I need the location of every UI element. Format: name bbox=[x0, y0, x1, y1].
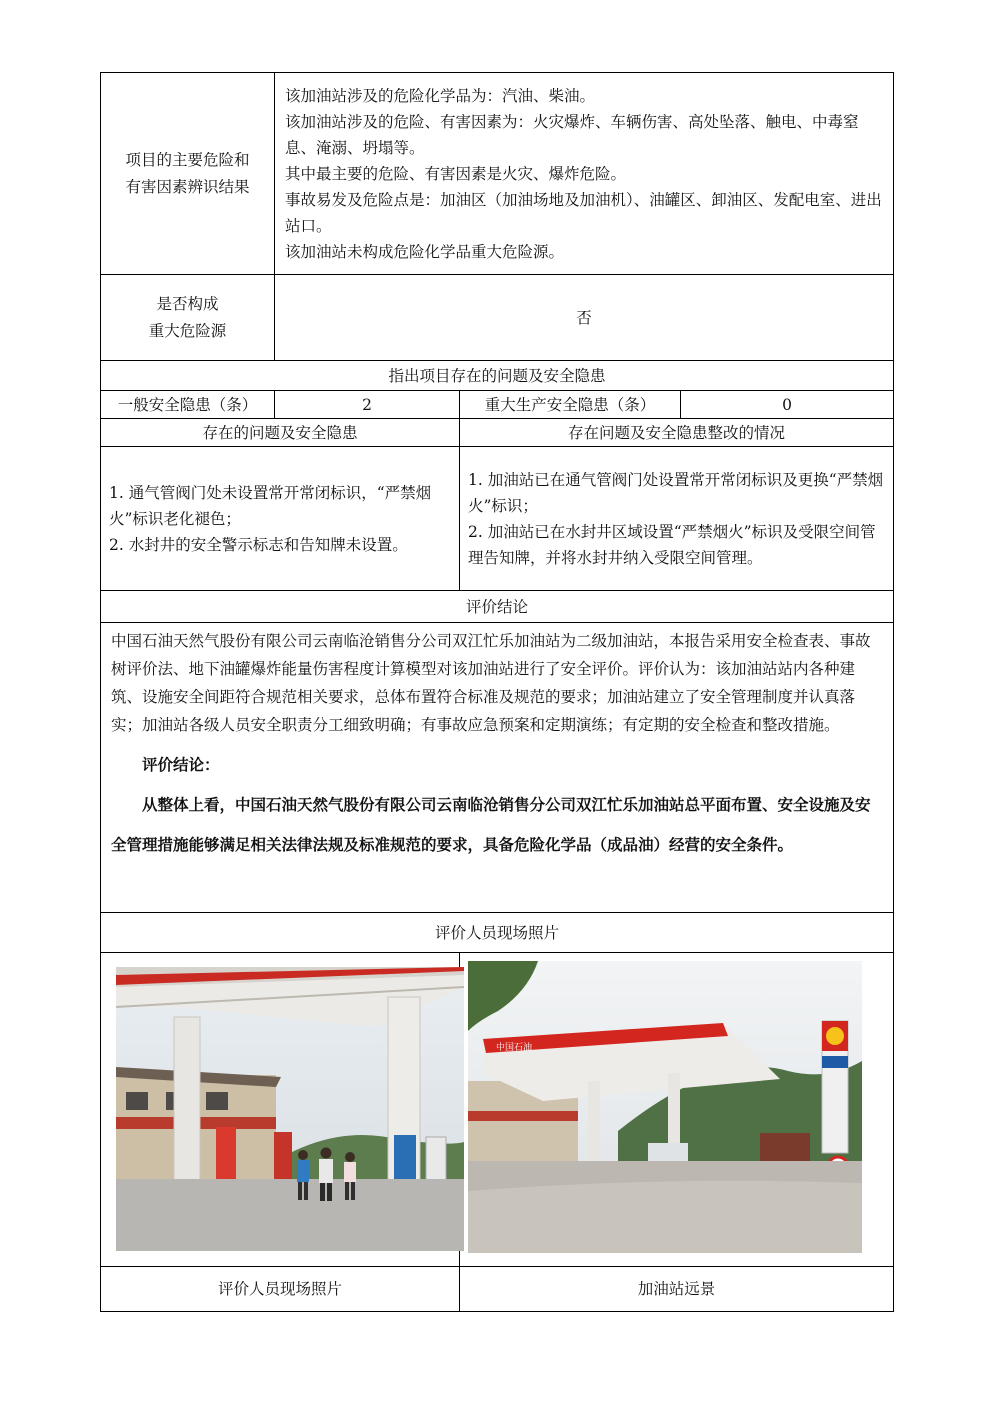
hazard-line: 该加油站涉及的危险化学品为：汽油、柴油。 bbox=[285, 86, 596, 105]
rectification-column-header: 存在问题及安全隐患整改的情况 bbox=[460, 419, 894, 447]
issue-item: 2. 水封井的安全警示标志和告知牌未设置。 bbox=[109, 535, 408, 554]
photo-cell-right bbox=[460, 953, 894, 1267]
station-distant-photo bbox=[468, 961, 862, 1253]
major-hazard-label-line1: 是否构成 bbox=[156, 294, 219, 313]
issue-item: 1. 通气管阀门处未设置常开常闭标识，“严禁烟火”标识老化褪色； bbox=[109, 483, 432, 528]
issues-title: 指出项目存在的问题及安全隐患 bbox=[101, 361, 894, 391]
hazard-content-cell bbox=[275, 73, 894, 275]
hazard-label-cell bbox=[101, 73, 275, 275]
photo-caption-left: 评价人员现场照片 bbox=[101, 1267, 460, 1312]
issues-column-header: 存在的问题及安全隐患 bbox=[101, 419, 460, 447]
conclusion-text: 从整体上看，中国石油天然气股份有限公司云南临沧销售分公司双江忙乐加油站总平面布置、安全设施及安全管理措施能够满足相关法律法规及标准规范的要求，具备危险化学品（成品油）经营的安全条件。 bbox=[111, 795, 871, 854]
document-page bbox=[100, 72, 893, 1312]
issues-list-cell bbox=[101, 447, 460, 591]
safety-evaluation-table bbox=[100, 72, 894, 1312]
major-hazard-label-line2: 重大危险源 bbox=[148, 321, 227, 340]
rectification-list-cell bbox=[460, 447, 894, 591]
major-hazard-count: 0 bbox=[681, 391, 894, 419]
hazard-label-line2: 有害因素辨识结果 bbox=[125, 177, 250, 196]
canopy-brand-text: 中国石油 bbox=[496, 1043, 533, 1053]
rectification-item: 1. 加油站已在通气管阀门处设置常开常闭标识及更换“严禁烟火”标识； bbox=[468, 470, 884, 515]
rectification-item: 2. 加油站已在水封井区域设置“严禁烟火”标识及受限空间管理告知牌，并将水封井纳入受限空间管理。 bbox=[468, 522, 876, 567]
hazard-line: 该加油站未构成危险化学品重大危险源。 bbox=[285, 242, 565, 261]
conclusion-label: 评价结论： bbox=[142, 755, 220, 774]
general-hazard-label: 一般安全隐患（条） bbox=[101, 391, 275, 419]
major-hazard-label-cell bbox=[101, 275, 275, 361]
photo-cell-left bbox=[101, 953, 460, 1267]
hazard-line: 事故易发及危险点是：加油区（加油场地及加油机）、油罐区、卸油区、发配电室、进出站口。 bbox=[285, 190, 882, 235]
hazard-label-line1: 项目的主要危险和 bbox=[125, 150, 250, 169]
evaluation-title: 评价结论 bbox=[101, 591, 894, 623]
photos-title: 评价人员现场照片 bbox=[101, 913, 894, 953]
evaluation-paragraph: 中国石油天然气股份有限公司云南临沧销售分公司双江忙乐加油站为二级加油站，本报告采用安全检查表、事故树评价法、地下油罐爆炸能量伤害程度计算模型对该加油站进行了安全评价。评价认为：该加油站站内各种建筑、设施安全间距符合规范相关要求，总体布置符合标准及规范的要求；加油站建立了安全管理制度并认真落实；加油站各级人员安全职责分工细致明确；有事故应急预案和定期演练；有定期的安全检查和整改措施。 bbox=[111, 632, 871, 734]
evaluation-content-cell bbox=[101, 623, 894, 913]
photo-caption-right: 加油站远景 bbox=[460, 1267, 894, 1312]
general-hazard-count: 2 bbox=[275, 391, 460, 419]
major-hazard-value: 否 bbox=[275, 275, 894, 361]
hazard-line: 其中最主要的危险、有害因素是火灾、爆炸危险。 bbox=[285, 164, 627, 183]
hazard-line: 该加油站涉及的危险、有害因素为：火灾爆炸、车辆伤害、高处坠落、触电、中毒窒息、淹溺、坍塌等。 bbox=[285, 112, 859, 157]
station-staff-photo bbox=[116, 967, 464, 1251]
major-hazard-count-label: 重大生产安全隐患（条） bbox=[460, 391, 681, 419]
